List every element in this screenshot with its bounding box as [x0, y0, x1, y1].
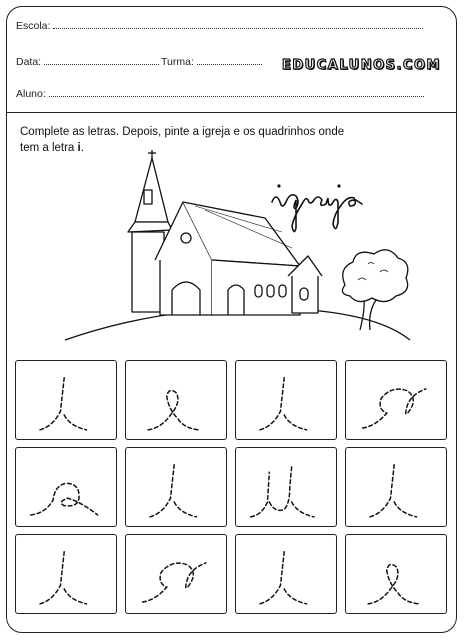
cursive-word [270, 178, 390, 238]
letter-stroke [370, 465, 417, 517]
letter-stroke [40, 552, 87, 604]
letter-stroke [143, 563, 206, 602]
aluno-row [16, 86, 424, 100]
side-wall [212, 260, 300, 315]
tracing-cell-i[interactable] [125, 447, 227, 527]
dashed-letter-i [236, 361, 338, 441]
escola-field[interactable] [53, 18, 423, 29]
dashed-letter-i [236, 535, 338, 615]
dashed-letter-u [236, 448, 338, 528]
tree-crown [342, 250, 407, 302]
turma-field[interactable] [197, 54, 262, 65]
tracing-cell-e[interactable] [125, 360, 227, 440]
tower-ledge [128, 222, 172, 232]
tracing-cell-o[interactable] [15, 447, 117, 527]
tracing-cell-i[interactable] [235, 360, 337, 440]
letter-stroke [260, 378, 307, 430]
dashed-letter-i [16, 361, 118, 441]
tracing-cell-a[interactable] [125, 534, 227, 614]
instructions-line-1: Complete as letras. Depois, pinte a igreja e os quadrinhos onde [20, 126, 345, 138]
aluno-label: Aluno: [16, 88, 46, 100]
letter-stroke [251, 467, 314, 517]
header-divider [6, 112, 457, 113]
tracing-cell-u[interactable] [235, 447, 337, 527]
instructions-line-2-prefix: tem a letra [20, 142, 78, 154]
escola-row [16, 18, 423, 32]
dashed-letter-i [16, 535, 118, 615]
escola-label: Escola: [16, 20, 51, 32]
dashed-letter-i [126, 448, 228, 528]
letter-stroke [40, 378, 87, 430]
data-row [16, 54, 159, 68]
turma-label: Turma: [161, 56, 194, 68]
cursive-dot-i [277, 184, 280, 187]
header-section [6, 6, 457, 110]
dashed-letter-e [346, 535, 448, 615]
tracing-cell-i[interactable] [15, 534, 117, 614]
cursive-path [272, 195, 362, 232]
instructions-line-2-suffix: . [80, 142, 84, 154]
data-field[interactable] [44, 54, 159, 65]
data-label: Data: [16, 56, 42, 68]
letter-stroke [31, 483, 98, 515]
tracing-cell-e[interactable] [345, 534, 447, 614]
letter-stroke [148, 391, 198, 430]
letter-stroke [260, 552, 307, 604]
dashed-letter-a [126, 535, 228, 615]
tracing-cell-i[interactable] [345, 447, 447, 527]
cursive-dot-j [337, 184, 340, 187]
letter-stroke [363, 389, 426, 428]
tracing-cell-i[interactable] [235, 534, 337, 614]
tracing-cell-i[interactable] [15, 360, 117, 440]
tree-trunk [360, 300, 376, 330]
tower-body [132, 232, 164, 312]
instructions-letter-i: i [77, 142, 81, 154]
front-wall [160, 260, 212, 315]
letter-stroke [368, 565, 418, 604]
letter-stroke [150, 465, 197, 517]
dashed-letter-e [126, 361, 228, 441]
site-logo: EDUCALUNOS.COM [282, 58, 441, 73]
aluno-field[interactable] [49, 86, 424, 97]
dashed-letter-a [346, 361, 448, 441]
tracing-cell-a[interactable] [345, 360, 447, 440]
dashed-letter-i [346, 448, 448, 528]
annex-wall [292, 276, 318, 313]
turma-row [161, 54, 262, 68]
dashed-letter-o [16, 448, 118, 528]
